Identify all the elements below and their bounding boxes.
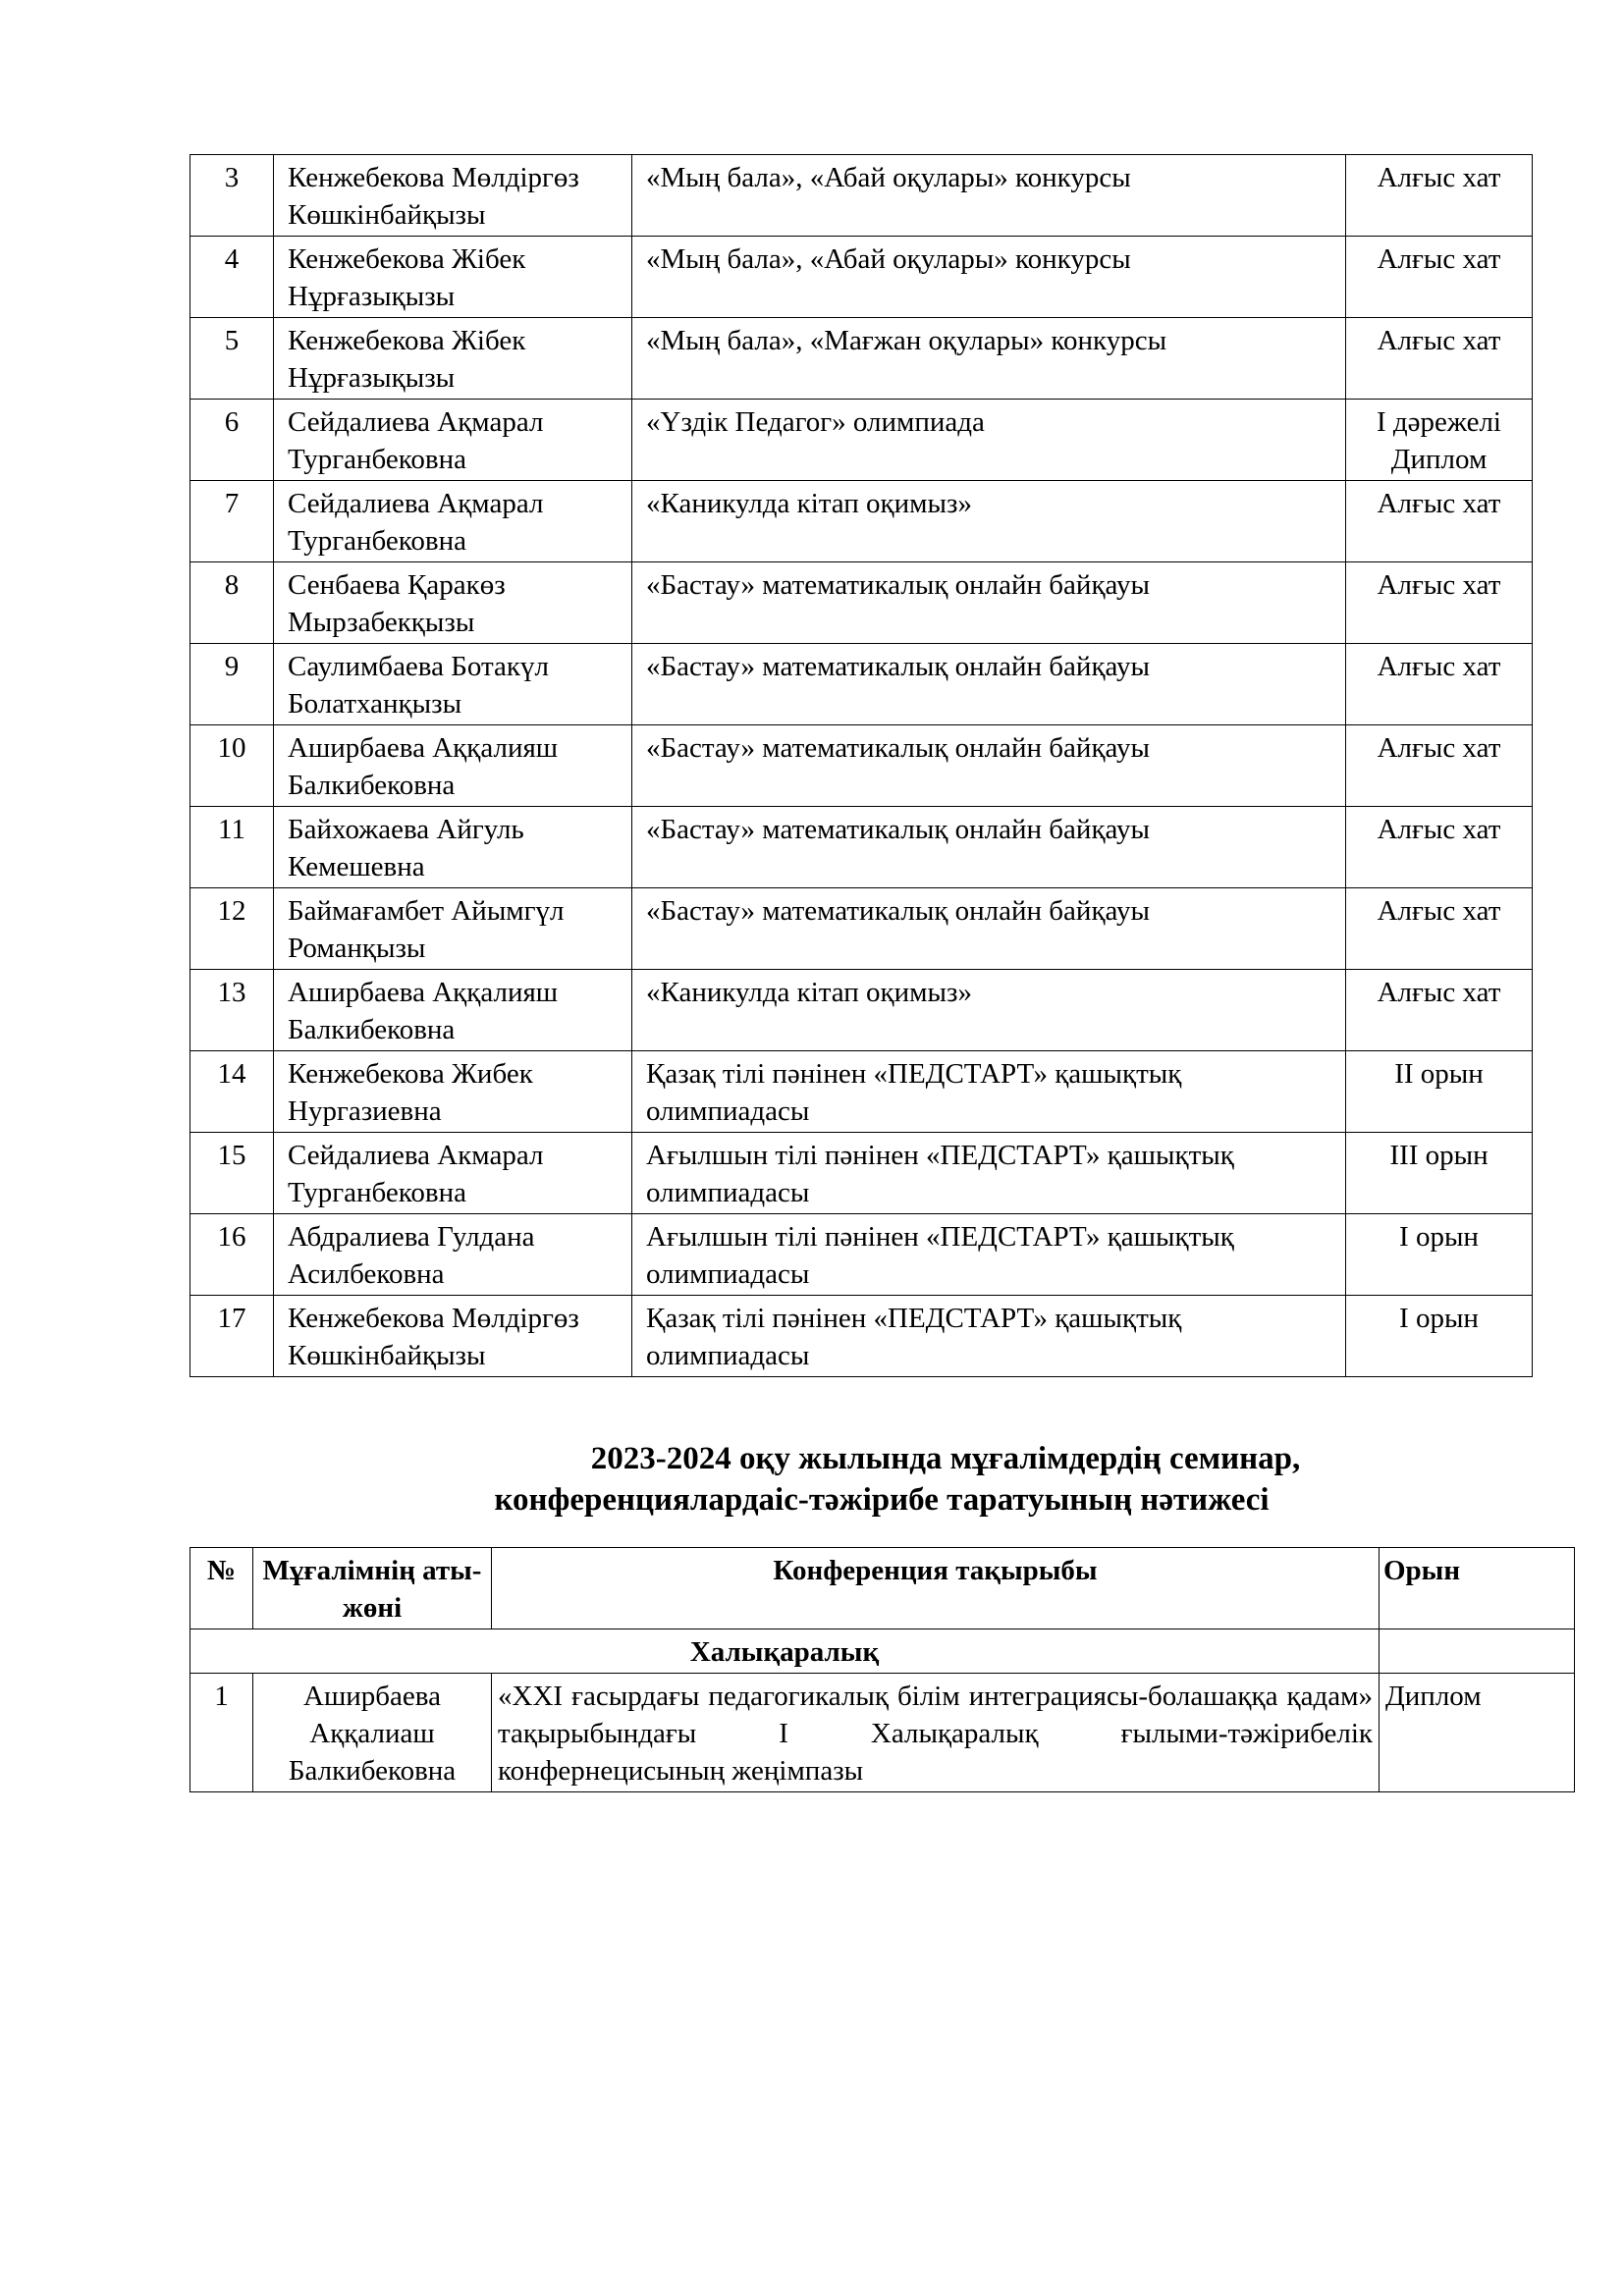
row-number: 7 [190, 481, 274, 562]
table-row [190, 970, 1533, 1051]
row-number: 5 [190, 318, 274, 400]
teacher-name: Баймағамбет Айымгүл Романқызы [274, 888, 632, 970]
event-name: Қазақ тілі пәнінен «ПЕДСТАРТ» қашықтық олимпиадасы [632, 1296, 1346, 1377]
row-number: 15 [190, 1133, 274, 1214]
event-name: «Каникулда кітап оқимыз» [632, 481, 1346, 562]
row-number: 3 [190, 155, 274, 237]
event-name: Қазақ тілі пәнінен «ПЕДСТАРТ» қашықтық олимпиадасы [632, 1051, 1346, 1133]
row-number: 13 [190, 970, 274, 1051]
event-name: «Бастау» математикалық онлайн байқауы [632, 888, 1346, 970]
section-row [190, 1629, 1575, 1674]
teacher-name: Аширбаева Аққалиаш Балкибековна [253, 1674, 492, 1792]
teacher-name: Кенжебекова Мөлдіргөз Көшкінбайқызы [274, 155, 632, 237]
event-name: «Бастау» математикалық онлайн байқауы [632, 562, 1346, 644]
award-result: І орын [1346, 1296, 1533, 1377]
awards-table-body [190, 155, 1533, 1377]
header-place: Орын [1380, 1548, 1575, 1629]
row-number: 16 [190, 1214, 274, 1296]
award-result: Алғыс хат [1346, 807, 1533, 888]
table-row [190, 888, 1533, 970]
table-row [190, 1296, 1533, 1377]
conference-topic: «ХХІ ғасырдағы педагогикалық білім интеграциясы-болашаққа қадам» тақырыбындағы І Халықаралық ғылыми-тәжірибелік конфернецисының жеңімпазы [492, 1674, 1380, 1792]
event-name: «Мың бала», «Абай оқулары» конкурсы [632, 155, 1346, 237]
row-number: 12 [190, 888, 274, 970]
teacher-name: Саулимбаева Ботакүл Болатханқызы [274, 644, 632, 725]
teacher-name: Кенжебекова Мөлдіргөз Көшкінбайқызы [274, 1296, 632, 1377]
row-number: 8 [190, 562, 274, 644]
teacher-name: Сейдалиева Акмарал Турганбековна [274, 1133, 632, 1214]
awards-table [189, 154, 1533, 1377]
conference-place: Диплом [1380, 1674, 1575, 1792]
event-name: «Мың бала», «Абай оқулары» конкурсы [632, 237, 1346, 318]
event-name: «Бастау» математикалық онлайн байқауы [632, 725, 1346, 807]
table-row [190, 1214, 1533, 1296]
row-number: 1 [190, 1674, 253, 1792]
award-result: Алғыс хат [1346, 155, 1533, 237]
row-number: 11 [190, 807, 274, 888]
award-result: І орын [1346, 1214, 1533, 1296]
teacher-name: Байхожаева Айгуль Кемешевна [274, 807, 632, 888]
conference-table [189, 1547, 1575, 1792]
award-result: Алғыс хат [1346, 725, 1533, 807]
teacher-name: Сейдалиева Ақмарал Турганбековна [274, 481, 632, 562]
header-topic: Конференция тақырыбы [492, 1548, 1380, 1629]
table-row [190, 644, 1533, 725]
row-number: 6 [190, 400, 274, 481]
section-label: Халықаралық [190, 1629, 1380, 1674]
table-row [190, 237, 1533, 318]
teacher-name: Кенжебекова Жібек Нұрғазықызы [274, 237, 632, 318]
award-result: І дәрежелі Диплом [1346, 400, 1533, 481]
award-result: Алғыс хат [1346, 318, 1533, 400]
section-heading-line-1: 2023-2024 оқу жылында мұғалімдердің семинар, [590, 1441, 1301, 1476]
row-number: 10 [190, 725, 274, 807]
row-number: 17 [190, 1296, 274, 1377]
table-row [190, 562, 1533, 644]
table-row [190, 400, 1533, 481]
teacher-name: Сейдалиева Ақмарал Турганбековна [274, 400, 632, 481]
event-name: «Үздік Педагог» олимпиада [632, 400, 1346, 481]
section-heading-line-2: конференциялардаіс-тәжірибе таратуының нәтижесі [494, 1482, 1270, 1518]
teacher-name: Кенжебекова Жібек Нұрғазықызы [274, 318, 632, 400]
award-result: Алғыс хат [1346, 562, 1533, 644]
table-row [190, 725, 1533, 807]
award-result: ІІІ орын [1346, 1133, 1533, 1214]
award-result: Алғыс хат [1346, 237, 1533, 318]
row-number: 9 [190, 644, 274, 725]
header-num: № [190, 1548, 253, 1629]
table-row [190, 318, 1533, 400]
award-result: Алғыс хат [1346, 481, 1533, 562]
conference-table-header-row [190, 1548, 1575, 1629]
header-teacher: Мұғалімнің аты-жөні [253, 1548, 492, 1629]
conference-table-body [190, 1629, 1575, 1792]
table-row [190, 155, 1533, 237]
teacher-name: Сенбаева Қаракөз Мырзабекқызы [274, 562, 632, 644]
teacher-name: Кенжебекова Жибек Нургазиевна [274, 1051, 632, 1133]
event-name: «Мың бала», «Мағжан оқулары» конкурсы [632, 318, 1346, 400]
award-result: Алғыс хат [1346, 644, 1533, 725]
event-name: «Каникулда кітап оқимыз» [632, 970, 1346, 1051]
section-empty-cell [1380, 1629, 1575, 1674]
table-row [190, 481, 1533, 562]
table-row [190, 1051, 1533, 1133]
table-row [190, 807, 1533, 888]
teacher-name: Аширбаева Аққалияш Балкибековна [274, 725, 632, 807]
award-result: Алғыс хат [1346, 888, 1533, 970]
row-number: 14 [190, 1051, 274, 1133]
teacher-name: Аширбаева Аққалияш Балкибековна [274, 970, 632, 1051]
teacher-name: Абдралиева Гулдана Асилбековна [274, 1214, 632, 1296]
table-row [190, 1674, 1575, 1792]
award-result: ІІ орын [1346, 1051, 1533, 1133]
event-name: «Бастау» математикалық онлайн байқауы [632, 644, 1346, 725]
event-name: «Бастау» математикалық онлайн байқауы [632, 807, 1346, 888]
award-result: Алғыс хат [1346, 970, 1533, 1051]
row-number: 4 [190, 237, 274, 318]
section-heading [189, 1438, 1574, 1521]
table-row [190, 1133, 1533, 1214]
event-name: Ағылшын тілі пәнінен «ПЕДСТАРТ» қашықтық олимпиадасы [632, 1214, 1346, 1296]
event-name: Ағылшын тілі пәнінен «ПЕДСТАРТ» қашықтық олимпиадасы [632, 1133, 1346, 1214]
